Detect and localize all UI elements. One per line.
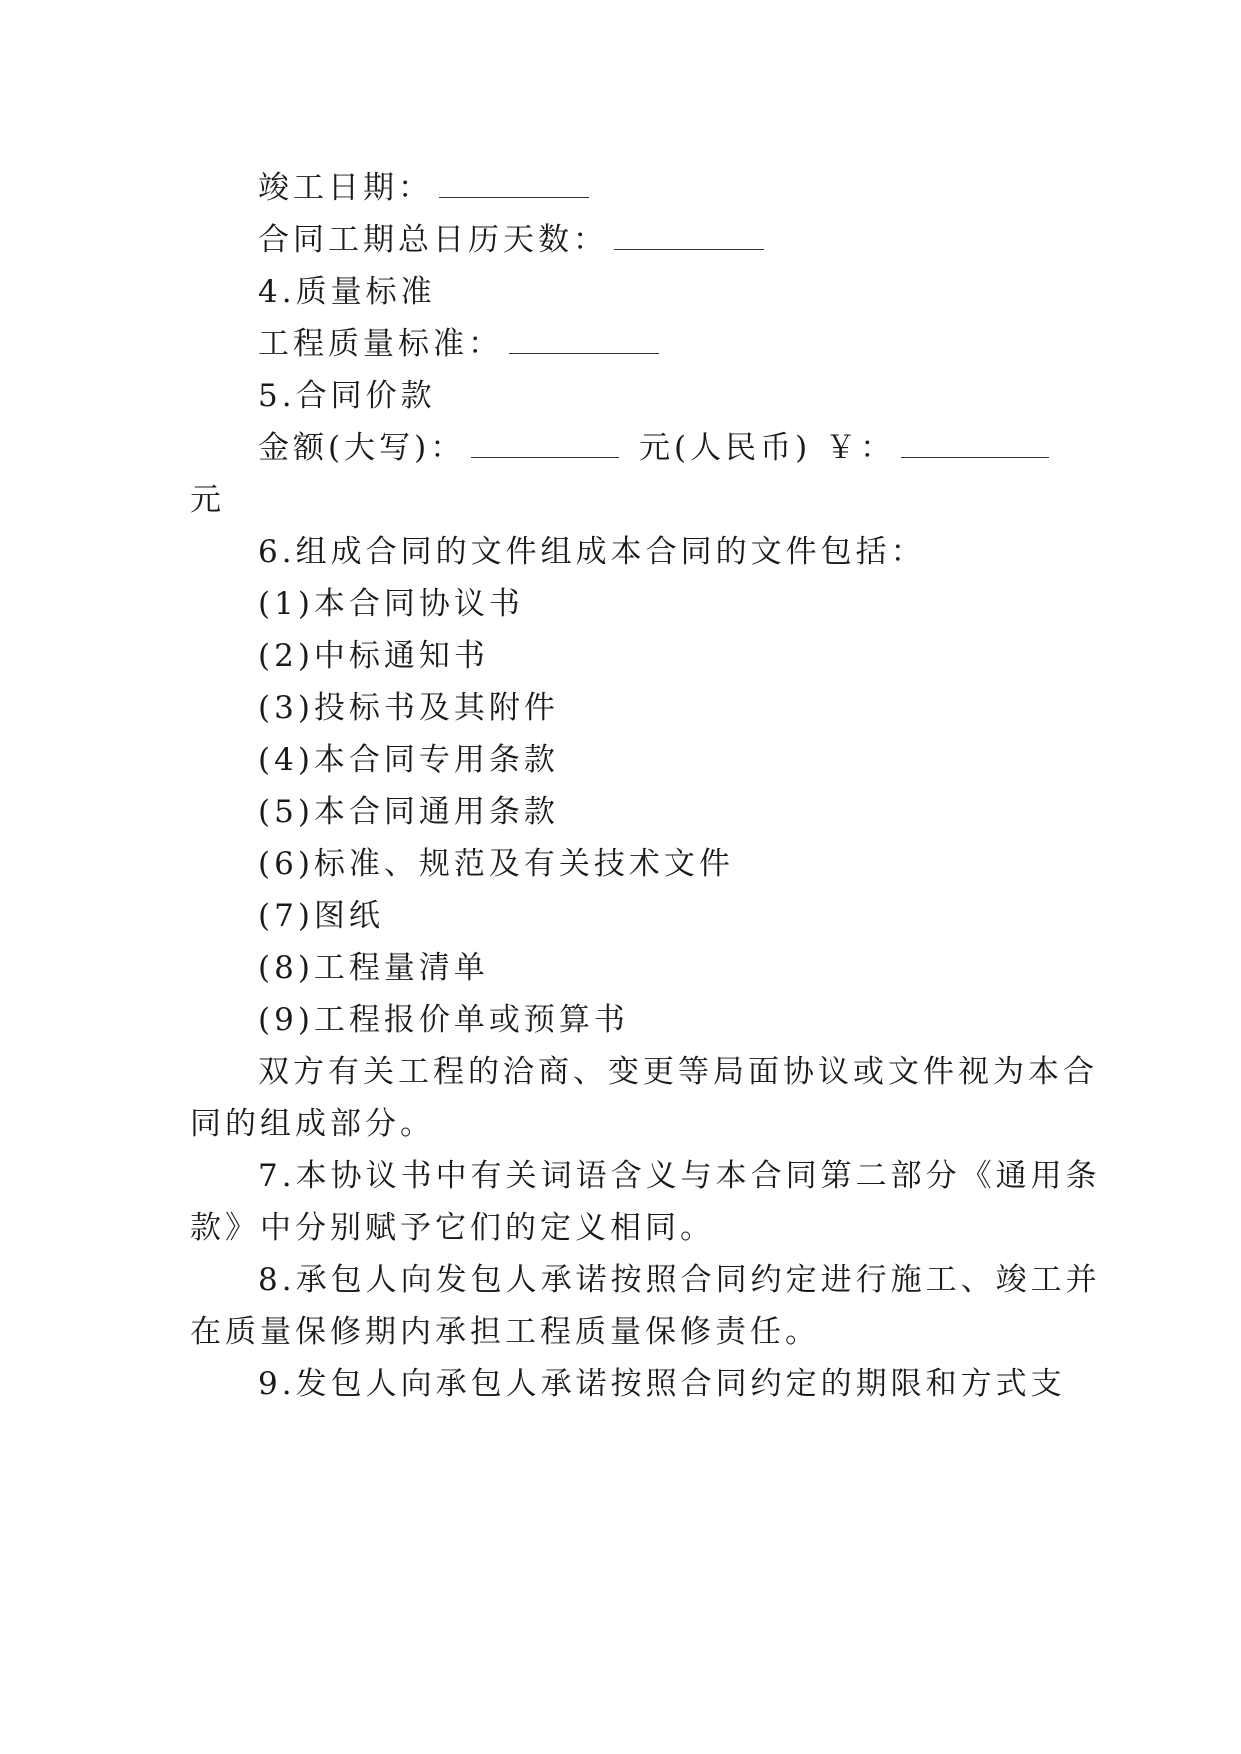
doc-item-8: (8)工程量清单	[258, 950, 489, 986]
amount-label: 金额(大写)：	[258, 430, 466, 466]
doc-item-6: (6)标准、规范及有关技术文件	[258, 846, 734, 882]
doc-item-3: (3)投标书及其附件	[258, 690, 559, 726]
paragraph-8-line2: 在质量保修期内承担工程质量保修责任。	[190, 1314, 820, 1350]
paragraph-negotiation-line2: 同的组成部分。	[190, 1106, 435, 1142]
price-heading: 5.合同价款	[258, 378, 436, 414]
doc-item-1: (1)本合同协议书	[258, 586, 524, 622]
paragraph-9-line1: 9.发包人向承包人承诺按照合同约定的期限和方式支	[258, 1366, 1066, 1402]
doc-item-7: (7)图纸	[258, 898, 384, 934]
completion-date-blank	[439, 171, 589, 198]
paragraph-8-line1: 8.承包人向发包人承诺按照合同约定进行施工、竣工并	[258, 1262, 1101, 1298]
paragraph-negotiation-line1: 双方有关工程的洽商、变更等局面协议或文件视为本合	[258, 1054, 1098, 1090]
amount-words-blank	[471, 431, 619, 458]
total-days-line	[258, 220, 770, 260]
completion-date-line	[258, 168, 595, 208]
yuan-text: 元	[190, 482, 225, 518]
amount-figures-blank	[901, 431, 1049, 458]
paragraph-7-line1: 7.本协议书中有关词语含义与本合同第二部分《通用条	[258, 1158, 1101, 1194]
quality-standard-label: 工程质量标准：	[258, 326, 503, 362]
doc-item-9: (9)工程报价单或预算书	[258, 1002, 629, 1038]
docs-heading: 6.组成合同的文件组成本合同的文件包括：	[258, 534, 926, 570]
total-days-label: 合同工期总日历天数：	[258, 222, 608, 258]
total-days-blank	[614, 223, 764, 250]
quality-heading: 4.质量标准	[258, 274, 436, 310]
yen-label: ￥：	[825, 430, 896, 466]
doc-item-2: (2)中标通知书	[258, 638, 489, 674]
amount-unit: 元(人民币)	[639, 430, 812, 466]
quality-standard-line	[258, 324, 665, 364]
doc-item-4: (4)本合同专用条款	[258, 742, 559, 778]
completion-date-label: 竣工日期：	[258, 170, 433, 206]
paragraph-7-line2: 款》中分别赋予它们的定义相同。	[190, 1210, 715, 1246]
doc-item-5: (5)本合同通用条款	[258, 794, 559, 830]
amount-line	[258, 428, 1055, 468]
quality-standard-blank	[509, 327, 659, 354]
